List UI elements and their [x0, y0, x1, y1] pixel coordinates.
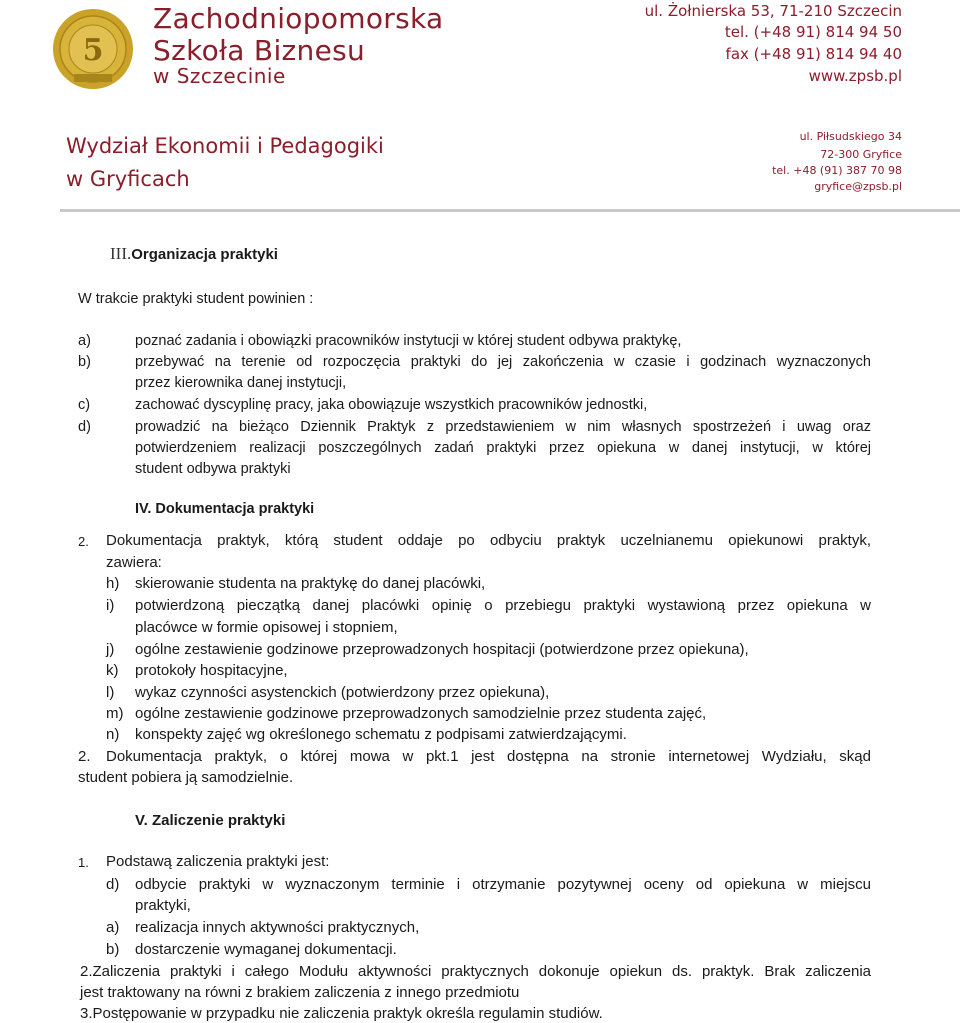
section-3-heading — [110, 244, 278, 265]
doc-item-l-marker: l) — [106, 684, 115, 701]
list-item-c-marker: c) — [78, 397, 91, 413]
section-5-p2-text-1: 2.Zaliczenia praktyki i całego Modułu aktywności praktycznych dokonuje opiekun ds. praktyk. Brak zaliczenia — [80, 963, 871, 980]
pass-item-b-marker: b) — [106, 941, 120, 958]
faculty-name-line-1: Wydział Ekonomii i Pedagogiki — [66, 134, 384, 158]
faculty-email: gryfice@zpsb.pl — [814, 180, 902, 193]
doc-item-h-marker: h) — [106, 575, 120, 592]
school-name-line-3: w Szczecinie — [153, 64, 286, 88]
pass-item-d-marker: d) — [106, 876, 120, 893]
doc-item-i-text-2: placówce w formie opisowej i stopniem, — [135, 619, 398, 636]
section-4-heading: IV. Dokumentacja praktyki — [135, 501, 315, 517]
section-5-p3: 3.Postępowanie w przypadku nie zaliczenia praktyk określa regulamin studiów. — [80, 1005, 603, 1022]
list-item-d-text-3: student odbywa praktyki — [135, 461, 291, 477]
section-3-roman: III. — [110, 244, 132, 263]
faculty-name-line-2: w Gryficach — [66, 167, 190, 191]
doc-item-j-text: ogólne zestawienie godzinowe przeprowadzonych hospitacji (potwierdzone przez opiekuna), — [135, 641, 749, 658]
svg-text:5: 5 — [82, 33, 104, 68]
school-address: ul. Żołnierska 53, 71-210 Szczecin — [644, 2, 902, 20]
list-item-b-marker: b) — [78, 354, 91, 370]
list-item-d-text-1: prowadzić na bieżąco Dziennik Praktyk z przedstawieniem w nim własnych spostrzeżeń i uwag oraz — [135, 419, 871, 435]
list-item-a-text: poznać zadania i obowiązki pracowników instytucji w której student odbywa praktykę, — [135, 333, 682, 349]
section-3-title: Organizacja praktyki — [131, 246, 278, 263]
school-fax: fax (+48 91) 814 94 40 — [725, 45, 902, 63]
doc-item-n-text: konspekty zajęć wg określonego schematu z podpisami zatwierdzającymi. — [135, 726, 627, 743]
list-item-b-text-1: przebywać na terenie od rozpoczęcia praktyki do jej zakończenia w czasie i godzinach wyznaczonych — [135, 354, 871, 370]
doc-item-l-text: wykaz czynności asystenckich (potwierdzony przez opiekuna), — [135, 684, 550, 701]
list-item-d-text-2: potwierdzeniem realizacji poszczególnych zadań praktyki przez opiekuna w danej instytucji, w której — [135, 440, 871, 456]
doc-item-n-marker: n) — [106, 726, 120, 743]
section-4-p2b-text-2: student pobiera ją samodzielnie. — [78, 769, 294, 786]
pass-item-d-text-2: praktyki, — [135, 897, 191, 914]
doc-item-i-text-1: potwierdzoną pieczątką danej placówki opinię o przebiegu praktyki wystawioną przez opiekuna w — [135, 597, 871, 614]
school-name-line-1: Zachodniopomorska — [153, 2, 444, 35]
doc-item-k-marker: k) — [106, 662, 119, 679]
doc-item-h-text: skierowanie studenta na praktykę do danej placówki, — [135, 575, 486, 592]
pass-item-d-text-1: odbycie praktyki w wyznaczonym terminie i otrzymanie pozytywnej oceny od opiekuna w miejscu — [135, 876, 871, 893]
pass-item-b-text: dostarczenie wymaganej dokumentacji. — [135, 941, 397, 958]
section-4-p2b-marker: 2. — [78, 748, 91, 765]
list-item-c-text: zachować dyscyplinę pracy, jaka obowiązuje wszystkich pracowników jednostki, — [135, 397, 648, 413]
doc-item-m-marker: m) — [106, 705, 124, 722]
section-3-intro: W trakcie praktyki student powinien : — [78, 291, 314, 307]
doc-item-m-text: ogólne zestawienie godzinowe przeprowadzonych samodzielnie przez studenta zajęć, — [135, 705, 707, 722]
doc-item-k-text: protokoły hospitacyjne, — [135, 662, 288, 679]
section-5-p1-marker: 1. — [78, 855, 89, 870]
doc-item-j-marker: j) — [106, 641, 115, 658]
list-item-b-text-2: przez kierownika danej instytucji, — [135, 375, 347, 391]
list-item-d-marker: d) — [78, 419, 91, 435]
doc-item-i-marker: i) — [106, 597, 115, 614]
list-item-a-marker: a) — [78, 333, 91, 349]
section-5-p2-text-2: jest traktowany na równi z brakiem zaliczenia z innego przedmiotu — [80, 984, 520, 1001]
school-website: www.zpsb.pl — [808, 67, 902, 85]
school-name-line-2: Szkoła Biznesu — [153, 34, 366, 67]
section-5-heading: V. Zaliczenie praktyki — [135, 812, 286, 829]
header-divider — [60, 209, 960, 212]
section-4-p2-marker: 2. — [78, 534, 89, 549]
faculty-phone: tel. +48 (91) 387 70 98 — [772, 164, 902, 177]
section-4-p2-text-1: Dokumentacja praktyk, którą student oddaje po odbyciu praktyk uczelnianemu opiekunowi praktyk, — [106, 532, 871, 549]
pass-item-a-text: realizacja innych aktywności praktycznych, — [135, 919, 420, 936]
faculty-city: 72-300 Gryfice — [820, 148, 902, 161]
section-5-p1-text: Podstawą zaliczenia praktyki jest: — [106, 853, 330, 870]
faculty-address: ul. Piłsudskiego 34 — [799, 130, 902, 143]
school-logo — [52, 8, 134, 90]
school-phone: tel. (+48 91) 814 94 50 — [724, 23, 902, 41]
section-4-p2-text-2: zawiera: — [106, 554, 162, 571]
section-4-p2b-text-1: Dokumentacja praktyk, o której mowa w pkt.1 jest dostępna na stronie internetowej Wydziału, skąd — [106, 748, 871, 765]
pass-item-a-marker: a) — [106, 919, 120, 936]
